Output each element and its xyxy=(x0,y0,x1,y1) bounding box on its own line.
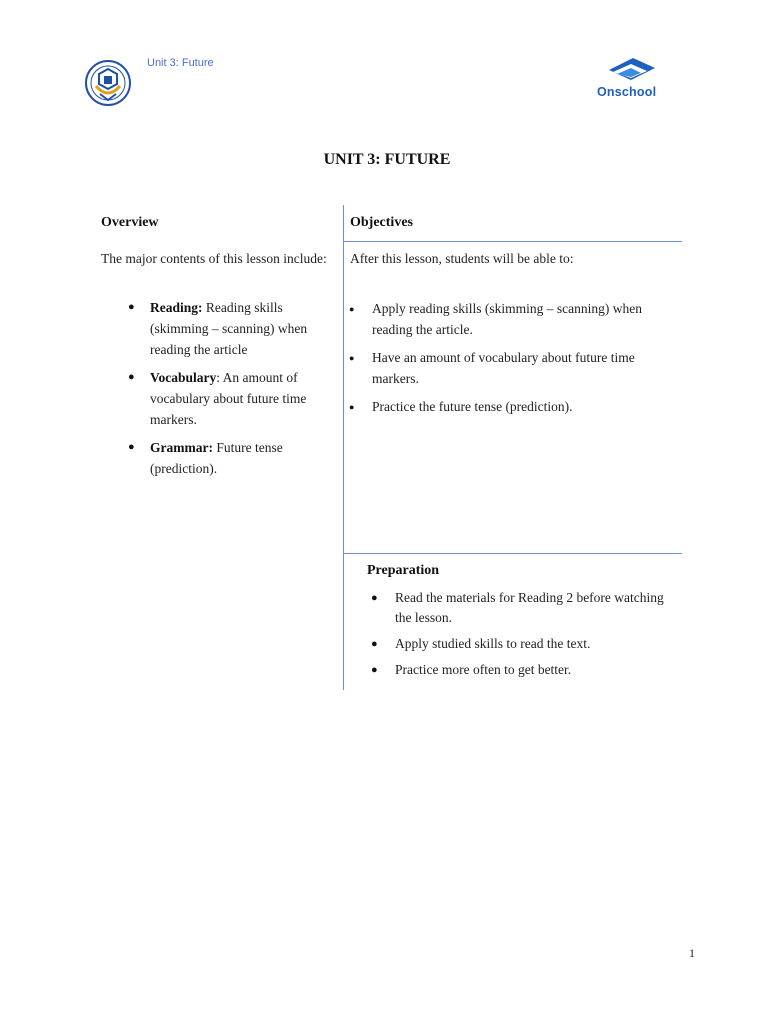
objectives-item: ● Apply reading skills (skimming – scanning) when reading the article. xyxy=(349,301,642,337)
overview-item-vocabulary xyxy=(128,367,338,430)
page-number: 1 xyxy=(689,946,695,960)
preparation-top-rule xyxy=(344,553,682,554)
overview-item-term: Reading: xyxy=(150,300,203,315)
objectives-intro: After this lesson, students will be able to: xyxy=(350,251,574,266)
overview-item-text: : An amount of vocabulary about future time markers. xyxy=(150,370,307,427)
bullet: ● xyxy=(349,304,355,314)
objectives-item: ● Practice the future tense (prediction). xyxy=(372,396,682,417)
overview-item-grammar xyxy=(128,437,338,479)
page-title: UNIT 3: FUTURE xyxy=(323,151,451,168)
overview-list xyxy=(128,297,338,479)
preparation-heading: Preparation xyxy=(367,563,440,578)
onschool-wordmark: Onschool xyxy=(597,85,657,99)
bullet: ● xyxy=(349,402,355,412)
overview-item-term: Grammar: xyxy=(150,440,213,455)
overview-item-reading xyxy=(128,297,338,360)
overview-item-text: Reading skills (skimming – scanning) when reading the article xyxy=(150,300,308,357)
bullet: ● xyxy=(371,638,378,650)
bullet: ● xyxy=(371,664,378,676)
overview-intro: The major contents of this lesson include: xyxy=(101,251,327,266)
bullet: ● xyxy=(128,371,135,383)
column-divider xyxy=(343,205,344,690)
bullet: ● xyxy=(349,353,355,363)
preparation-list xyxy=(371,588,675,680)
school-logo xyxy=(84,56,132,110)
overview-item-term: Vocabulary xyxy=(150,370,217,385)
objectives-header-rule xyxy=(344,241,682,242)
overview-item-text: Future tense (prediction). xyxy=(150,440,283,476)
overview-heading: Overview xyxy=(101,215,159,230)
bullet: ● xyxy=(128,301,135,313)
objectives-list xyxy=(349,298,682,417)
objectives-heading: Objectives xyxy=(350,215,413,230)
bullet: ● xyxy=(128,441,135,453)
preparation-item: ● Practice more often to get better. xyxy=(395,660,675,680)
onschool-logo xyxy=(597,56,663,100)
header-unit-label: Unit 3: Future xyxy=(147,57,214,69)
preparation-item: ● Read the materials for Reading 2 before watching the lesson. xyxy=(371,590,664,625)
bullet: ● xyxy=(371,592,378,604)
objectives-item: ● Have an amount of vocabulary about future time markers. xyxy=(349,350,635,386)
preparation-item: ● Apply studied skills to read the text. xyxy=(395,634,675,654)
